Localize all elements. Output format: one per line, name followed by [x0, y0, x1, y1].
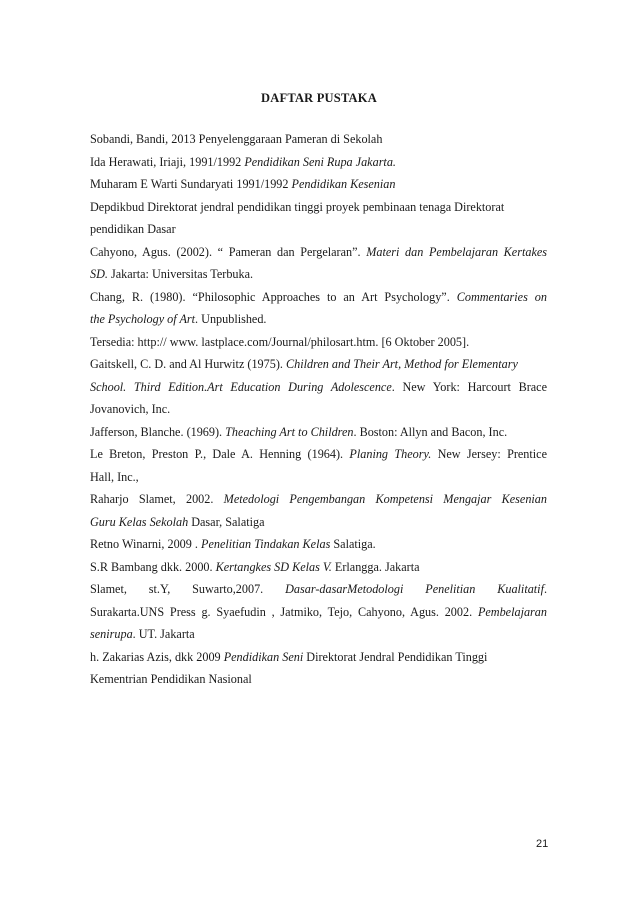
reference-italic-text: Pendidikan Seni: [223, 649, 304, 664]
reference-entry: [90, 488, 547, 533]
reference-text: Raharjo Slamet, 2002.: [90, 492, 224, 506]
reference-line: [90, 556, 547, 579]
reference-italic-text: Pembelajaran: [477, 604, 547, 619]
reference-italic-text: School. Third Edition.Art Education During Adolescence: [90, 379, 392, 394]
reference-italic-text: senirupa: [90, 627, 133, 641]
reference-italic-text: Children and Their Art, Method for Elementary: [286, 357, 518, 371]
reference-text: Jafferson, Blanche. (1969).: [90, 424, 226, 439]
reference-text: Dasar, Salatiga: [188, 514, 265, 529]
reference-entry: [90, 196, 547, 241]
reference-text: .: [543, 582, 547, 596]
page-number: 21: [536, 838, 549, 850]
reference-entry: [90, 353, 547, 421]
reference-italic-text: Metedologi Pengembangan Kompetensi Mengajar Kesenian: [223, 492, 547, 506]
reference-line: [90, 218, 547, 241]
reference-text: Slamet, st.Y, Suwarto,2007.: [90, 582, 286, 596]
reference-text: S.R Bambang dkk. 2000.: [90, 559, 216, 574]
reference-entry: [90, 241, 547, 286]
reference-list: [90, 128, 547, 691]
reference-text: New Jersey: Prentice: [431, 447, 547, 461]
page-title: DAFTAR PUSTAKA: [261, 91, 377, 105]
reference-text: Direktorat Jendral Pendidikan Tinggi: [303, 649, 488, 664]
reference-line: [90, 601, 547, 624]
reference-italic-text: Penelitian Tindakan Kelas: [201, 537, 331, 551]
reference-italic-text: Commentaries on: [456, 289, 547, 304]
reference-text: Hall, Inc.,: [90, 469, 139, 484]
reference-entry: [90, 443, 547, 488]
reference-entry: [90, 331, 547, 354]
reference-line: [90, 308, 547, 331]
reference-italic-text: Kertangkes SD Kelas V.: [215, 559, 332, 574]
reference-italic-text: Dasar-dasarMetodologi Penelitian Kualitatif: [285, 582, 544, 596]
reference-line: [90, 668, 547, 691]
reference-text: Le Breton, Preston P., Dale A. Henning (1964).: [90, 447, 350, 461]
reference-text: Kementrian Pendidikan Nasional: [90, 672, 252, 686]
reference-text: . Boston: Allyn and Bacon, Inc.: [353, 424, 508, 439]
reference-entry: [90, 578, 547, 646]
reference-entry: [90, 151, 547, 174]
reference-text: Tersedia: http:// www. lastplace.com/Journal/philosart.htm. [6 Oktober 2005].: [90, 334, 470, 349]
reference-line: [90, 128, 547, 151]
reference-text: Salatiga.: [330, 537, 376, 551]
reference-text: Surakarta.UNS Press g. Syaefudin , Jatmiko, Tejo, Cahyono, Agus. 2002.: [90, 604, 478, 619]
reference-text: Jakarta: Universitas Terbuka.: [107, 267, 254, 281]
reference-line: [90, 488, 547, 511]
reference-text: Chang, R. (1980). “Philosophic Approaches to an Art Psychology”.: [90, 289, 457, 304]
reference-line: [90, 286, 547, 309]
reference-entry: [90, 286, 547, 331]
reference-text: Gaitskell, C. D. and Al Hurwitz (1975).: [90, 357, 286, 371]
reference-entry: [90, 556, 547, 579]
reference-line: [90, 511, 547, 534]
reference-text: Muharam E Warti Sundaryati 1991/1992: [90, 177, 292, 191]
reference-text: . UT. Jakarta: [132, 627, 195, 641]
reference-text: h. Zakarias Azis, dkk 2009: [90, 649, 224, 664]
reference-line: [90, 443, 547, 466]
reference-text: Ida Herawati, Iriaji, 1991/1992: [90, 154, 245, 169]
reference-line: [90, 151, 547, 174]
reference-entry: [90, 646, 547, 691]
reference-text: Depdikbud Direktorat jendral pendidikan tinggi proyek pembinaan tenaga Direktorat: [90, 199, 505, 214]
reference-text: Retno Winarni, 2009 .: [90, 537, 201, 551]
reference-italic-text: Pendidikan Kesenian: [291, 177, 396, 191]
reference-italic-text: SD.: [90, 267, 108, 281]
reference-line: [90, 466, 547, 489]
reference-text: pendidikan Dasar: [90, 222, 176, 236]
reference-entry: [90, 128, 547, 151]
reference-line: [90, 263, 547, 286]
reference-italic-text: Theaching Art to Children: [225, 424, 354, 439]
reference-italic-text: Materi dan Pembelajaran Kertakes: [366, 244, 547, 259]
reference-italic-text: Pendidikan Seni Rupa Jakarta.: [244, 154, 396, 169]
reference-line: [90, 196, 547, 219]
reference-text: . New York: Harcourt Brace: [391, 379, 547, 394]
reference-line: [90, 421, 547, 444]
reference-line: [90, 173, 547, 196]
reference-line: [90, 353, 547, 376]
reference-line: [90, 241, 547, 264]
reference-line: [90, 376, 547, 399]
reference-line: [90, 646, 547, 669]
reference-line: [90, 578, 547, 601]
reference-line: [90, 398, 547, 421]
reference-text: Jovanovich, Inc.: [90, 402, 171, 416]
reference-entry: [90, 533, 547, 556]
reference-text: . Unpublished.: [195, 312, 267, 326]
reference-line: [90, 533, 547, 556]
reference-line: [90, 331, 547, 354]
reference-italic-text: Planing Theory.: [349, 447, 432, 461]
reference-text: Sobandi, Bandi, 2013 Penyelenggaraan Pameran di Sekolah: [90, 132, 383, 146]
reference-italic-text: the Psychology of Art: [90, 312, 196, 326]
reference-text: Cahyono, Agus. (2002). “ Pameran dan Pergelaran”.: [90, 244, 367, 259]
reference-text: Erlangga. Jakarta: [331, 559, 420, 574]
reference-italic-text: Guru Kelas Sekolah: [90, 514, 189, 529]
reference-entry: [90, 421, 547, 444]
reference-entry: [90, 173, 547, 196]
reference-line: [90, 623, 547, 646]
